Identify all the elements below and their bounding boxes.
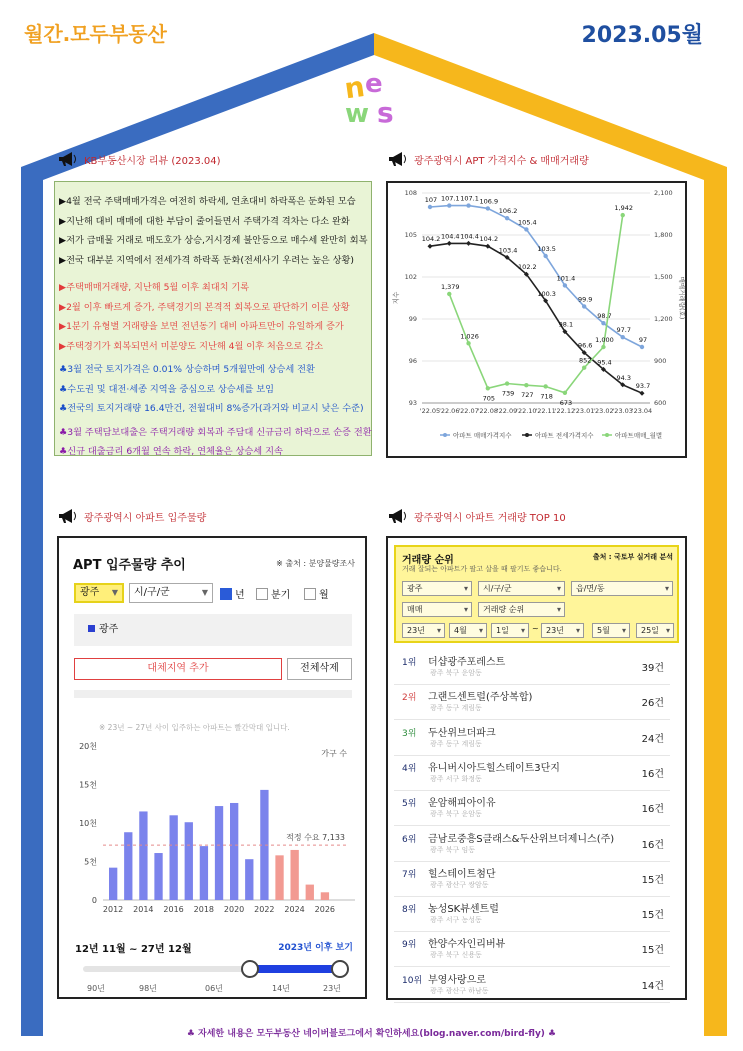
range-text: 12년 11월 ~ 27년 12월 — [75, 944, 192, 955]
region-select[interactable] — [74, 583, 124, 603]
legend-label: 아파트 전세가격지수 — [535, 431, 594, 440]
top10-row[interactable] — [394, 755, 670, 791]
trade-count: 15건 — [641, 910, 664, 922]
x-tick-label: 2026 — [314, 905, 336, 914]
y-tick-label: 93 — [408, 399, 417, 407]
legend-swatch — [88, 625, 95, 632]
x-tick-label: 2012 — [102, 905, 124, 914]
filter-sort[interactable]: 거래량 순위 ▾ — [478, 602, 565, 617]
date-range-separator: ~ — [532, 624, 539, 633]
date-start-month[interactable]: 4월 ▾ — [449, 623, 487, 638]
data-label: 104.4 — [460, 232, 479, 241]
complex-name: 한양수자인리버뷰 — [428, 939, 506, 951]
slider-label: 90년 — [87, 984, 105, 993]
review-line: ▶2월 이후 빠르게 증가, 주택경기의 본격적 회복으로 판단하기 이른 상황 — [59, 301, 350, 313]
date-start-year[interactable]: 23년 ▾ — [402, 623, 445, 638]
rank-label: 3위 — [402, 728, 417, 739]
y-tick-label: 10천 — [79, 819, 97, 828]
data-point — [505, 216, 509, 220]
data-label: 104.2 — [479, 235, 499, 244]
x-tick-label: '22.05 — [419, 407, 441, 415]
review-line: ♣수도권 및 대전·세종 지역을 중심으로 상승세를 보임 — [59, 383, 275, 395]
complex-name: 힐스테이트첨단 — [428, 868, 496, 880]
top10-source: 출처 : 국토부 실거래 분석 — [592, 553, 673, 561]
top10-row[interactable] — [394, 826, 670, 862]
checkbox-checked-icon — [220, 588, 232, 600]
slider-label: 14년 — [272, 984, 290, 993]
price-index-svg — [388, 183, 685, 456]
data-point — [563, 391, 567, 395]
data-point — [505, 381, 509, 385]
trade-count: 16건 — [641, 768, 664, 780]
period-year-label: 년 — [235, 590, 245, 601]
data-label: 101.4 — [556, 274, 576, 283]
x-tick-label: '23.01 — [573, 407, 595, 415]
top10-row[interactable] — [394, 967, 670, 1003]
date-start-day[interactable]: 1일 ▾ — [491, 623, 529, 638]
data-label: 1,942 — [614, 204, 634, 213]
complex-address: 광주 광산구 쌍암동 — [430, 880, 489, 889]
review-line: ♣3월 주택담보대출은 주택거래량 회복과 주담대 신규금리 하락으로 순증 전환 — [59, 426, 372, 438]
data-point — [428, 205, 432, 209]
data-label: 97 — [638, 336, 648, 344]
megaphone-icon — [388, 151, 408, 167]
date-end-month[interactable]: 5월 ▾ — [592, 623, 630, 638]
review-line: ▶4월 전국 주택매매가격은 여전히 하락세, 연초대비 하락폭은 둔화된 모습 — [59, 196, 356, 207]
y-tick-label: 5천 — [84, 857, 97, 867]
market-review-box — [54, 181, 372, 456]
svg-text:n: n — [342, 69, 367, 106]
filter-subregion[interactable]: 시/구/군 ▾ — [478, 581, 565, 596]
top10-panel — [386, 536, 687, 1000]
megaphone-icon — [58, 151, 78, 167]
complex-name: 두산위브더파크 — [428, 727, 496, 739]
range-slider-start-handle[interactable] — [241, 960, 259, 978]
bar — [215, 806, 223, 900]
bar — [154, 853, 162, 900]
rank-label: 1위 — [402, 658, 417, 668]
brand-title: 월간.모두부동산 — [24, 22, 167, 46]
slider-label: 23년 — [323, 984, 341, 993]
data-point — [543, 384, 547, 388]
svg-text:w: w — [345, 99, 370, 129]
x-tick-label: '22.10 — [516, 407, 537, 415]
y-tick-label: 108 — [404, 189, 417, 197]
slider-label: 06년 — [205, 984, 223, 993]
region-select-value: 광주 — [80, 587, 100, 598]
data-label: 727 — [521, 391, 534, 400]
complex-name: 그랜드센트럴(주상복합) — [428, 692, 533, 704]
region-legend-label: 광주 — [99, 624, 119, 635]
bar — [321, 892, 329, 900]
trade-count: 24건 — [641, 733, 664, 745]
legend-label: 아파트 매매가격지수 — [453, 431, 512, 440]
trade-count: 39건 — [641, 663, 664, 674]
data-label: 103.4 — [498, 246, 518, 255]
megaphone-icon — [388, 508, 408, 524]
data-label: 93.7 — [635, 382, 651, 391]
supply-note: ※ 23년 ~ 27년 사이 입주하는 아파트는 빨간막대 입니다. — [99, 723, 290, 732]
data-label: 96.6 — [577, 341, 593, 350]
data-label: 104.4 — [440, 232, 460, 241]
data-label: 106.2 — [498, 207, 518, 216]
x-tick-label: 2014 — [133, 905, 154, 914]
data-point — [486, 206, 490, 210]
bar — [275, 855, 283, 900]
data-point — [621, 213, 625, 217]
data-point — [466, 203, 470, 207]
divider — [74, 690, 352, 698]
data-point — [640, 391, 645, 396]
data-point — [601, 321, 605, 325]
data-point — [447, 203, 451, 207]
legend-marker — [605, 433, 609, 437]
y-tick-label: 0 — [91, 896, 97, 905]
svg-text:e: e — [365, 69, 383, 99]
section-title-text: 광주광역시 아파트 거래량 TOP 10 — [414, 512, 566, 524]
data-label: 718 — [540, 392, 553, 401]
range-slider-end-handle[interactable] — [331, 960, 349, 978]
top10-row[interactable] — [394, 790, 670, 826]
review-line: ♣전국의 토지거래량 16.4만건, 전월대비 8%증가(과거와 비교시 낮은 수준) — [59, 403, 364, 414]
data-point — [543, 254, 547, 258]
y-tick-label: 99 — [408, 315, 417, 323]
bar — [291, 850, 299, 900]
checkbox-empty-icon — [256, 588, 268, 600]
rank-label: 8위 — [402, 905, 417, 916]
data-label: 1,000 — [595, 336, 614, 344]
data-label: 97.7 — [616, 326, 631, 335]
top10-row[interactable] — [394, 720, 670, 756]
unit-label: 가구 수 — [321, 749, 347, 758]
data-label: 1,026 — [460, 332, 479, 341]
data-point — [640, 345, 644, 349]
top10-row[interactable] — [394, 649, 670, 685]
data-point — [466, 341, 470, 345]
trade-count: 15건 — [641, 945, 664, 957]
megaphone-icon — [58, 508, 78, 524]
chevron-down-icon: ▼ — [111, 588, 118, 597]
data-label: 107.1 — [440, 194, 460, 203]
top10-subtitle: 거래 잘되는 아파트가 팔고 살을 때 팔기도 좋습니다. — [402, 565, 562, 573]
complex-name: 금남로중흥S클래스&두산위브더제니스(주) — [428, 833, 615, 845]
after-2023-link[interactable]: 2023년 이후 보기 — [278, 943, 353, 953]
y2-tick-label: 900 — [654, 357, 667, 365]
complex-address: 광주 북구 운암동 — [430, 669, 482, 677]
rank-label: 2위 — [402, 693, 417, 704]
complex-address: 광주 북구 신용동 — [430, 951, 482, 960]
x-tick-label: 2022 — [254, 905, 275, 914]
period-year-checkbox[interactable] — [220, 586, 245, 601]
data-label: 103.5 — [537, 245, 556, 253]
data-label: 107.1 — [460, 194, 479, 203]
legend-marker — [443, 433, 447, 437]
y2-tick-label: 1,200 — [654, 315, 673, 323]
subregion-select[interactable] — [129, 583, 213, 603]
review-line: ▶주택매매거래량, 지난해 5월 이후 최대치 기록 — [59, 282, 250, 293]
data-label: 104.2 — [421, 235, 441, 244]
x-tick-label: 2020 — [223, 905, 245, 914]
supply-panel — [57, 536, 367, 999]
bar — [185, 822, 193, 900]
x-tick-label: '22.11 — [535, 407, 556, 415]
filter-trade-type[interactable]: 매매 ▾ — [402, 602, 472, 617]
y2-tick-label: 2,100 — [654, 189, 673, 197]
section-title-review — [58, 151, 221, 167]
threshold-label: 적정 수요 7,133 — [286, 833, 345, 843]
y-tick-label: 15천 — [79, 780, 97, 790]
region-legend-box — [74, 614, 352, 646]
y-tick-label: 20천 — [79, 742, 97, 751]
complex-address: 광주 서구 화정동 — [430, 774, 482, 783]
complex-address: 광주 동구 계림동 — [430, 704, 482, 713]
trade-count: 16건 — [641, 804, 664, 816]
rank-label: 5위 — [402, 799, 417, 810]
complex-name: 더샵광주포레스트 — [428, 657, 506, 668]
legend-marker — [525, 433, 529, 437]
bar — [230, 803, 238, 900]
complex-name: 농성SK뷰센트럴 — [428, 904, 499, 916]
rank-label: 9위 — [402, 940, 417, 951]
trade-count: 26건 — [641, 698, 664, 710]
x-tick-label: '22.08 — [477, 407, 499, 415]
bar — [124, 832, 132, 900]
data-label: 98.1 — [558, 320, 574, 329]
review-line: ▶전국 대부분 지역에서 전세가격 하락폭 둔화(전세사기 우려는 높은 상황) — [59, 254, 354, 266]
y2-tick-label: 600 — [654, 399, 667, 407]
x-tick-label: '22.06 — [439, 407, 460, 415]
complex-address: 광주 광산구 하남동 — [430, 986, 489, 995]
data-point — [447, 241, 452, 246]
checkbox-empty-icon — [304, 588, 316, 600]
y2-axis-label: 매매거래량(호) — [678, 276, 686, 320]
top10-row[interactable] — [394, 896, 670, 932]
range-slider-fill — [251, 965, 341, 973]
period-quarter-checkbox[interactable] — [256, 586, 290, 601]
data-point — [486, 386, 490, 390]
y2-tick-label: 1,800 — [654, 231, 673, 239]
y2-tick-label: 1,500 — [654, 273, 673, 281]
filter-dong[interactable]: 읍/면/동 ▾ — [571, 581, 673, 596]
rank-label: 4위 — [402, 763, 417, 774]
complex-name: 운암해피아이유 — [428, 798, 496, 810]
bar — [170, 815, 178, 900]
date-end-day[interactable]: 25일 ▾ — [636, 623, 674, 638]
data-label: 739 — [501, 389, 515, 398]
data-label: 107 — [424, 196, 438, 204]
bar — [245, 859, 253, 900]
data-point — [582, 304, 586, 308]
period-quarter-label: 분기 — [271, 590, 291, 601]
data-label: 673 — [559, 398, 573, 407]
x-tick-label: 2018 — [193, 905, 215, 914]
review-line: ♣3월 전국 토지가격은 0.01% 상승하며 5개월만에 상승세 전환 — [59, 364, 315, 375]
x-tick-label: 2016 — [163, 905, 184, 914]
chevron-down-icon: ▼ — [201, 588, 208, 597]
supply-source: ※ 출처 : 분양물량조사 — [276, 559, 355, 568]
date-end-year[interactable]: 23년 ▾ — [541, 623, 584, 638]
price-index-chart — [386, 181, 687, 458]
period-month-checkbox[interactable] — [304, 586, 329, 601]
trade-count: 15건 — [641, 874, 664, 886]
data-label: 95.4 — [597, 358, 612, 367]
data-point — [428, 244, 433, 249]
review-line: ♣신규 대출금리 6개월 연속 하락, 연체율은 상승세 지속 — [59, 446, 283, 457]
x-tick-label: '23.04 — [631, 407, 653, 415]
data-label: 106.9 — [479, 197, 499, 206]
data-label: 105.4 — [518, 218, 537, 227]
complex-address: 광주 북구 임동 — [430, 845, 476, 854]
supply-title: APT 입주물량 추이 — [73, 558, 186, 573]
svg-text:s: s — [377, 96, 394, 129]
data-point — [524, 383, 528, 387]
period-month-label: 월 — [319, 590, 329, 601]
complex-name: 유니버시아드힐스테이트3단지 — [428, 762, 560, 774]
trade-count: 16건 — [641, 839, 664, 851]
complex-address: 광주 북구 운암동 — [430, 810, 482, 819]
data-label: 102.2 — [518, 263, 537, 272]
top10-filter-box — [394, 545, 679, 643]
x-tick-label: '22.07 — [458, 407, 479, 415]
section-title-supply — [58, 508, 206, 524]
y-tick-label: 102 — [404, 273, 417, 281]
bar — [139, 811, 147, 900]
add-region-button[interactable]: 대체지역 추가 — [74, 658, 282, 680]
data-label: 1,379 — [440, 282, 460, 291]
y-tick-label: 105 — [404, 231, 417, 239]
news-logo — [342, 69, 403, 129]
x-tick-label: '22.09 — [496, 407, 518, 415]
data-label: 852 — [578, 356, 592, 365]
data-label: 705 — [482, 394, 496, 403]
complex-address: 광주 동구 계림동 — [430, 739, 482, 748]
review-line: ▶주택경기가 회복되면서 미분양도 지난해 4월 이후 처음으로 감소 — [59, 340, 324, 352]
footer-note: ♣ 자세한 내용은 모두부동산 네이버블로그에서 확인하세요(blog.naver.com/bird-fly) ♣ — [186, 1029, 557, 1039]
bar — [306, 885, 314, 900]
data-label: 99.9 — [577, 295, 593, 304]
top10-row[interactable] — [394, 861, 670, 897]
bar — [109, 868, 117, 900]
subregion-select-value: 시/구/군 — [134, 587, 170, 598]
section-title-price-index — [388, 151, 589, 167]
section-title-text: 광주광역시 APT 가격지수 & 매매거래량 — [414, 155, 589, 167]
data-point — [447, 292, 451, 296]
top10-row[interactable] — [394, 684, 670, 720]
section-title-text: KB부동산시장 리뷰 (2023.04) — [84, 155, 221, 167]
trade-count: 14건 — [641, 980, 664, 992]
complex-name: 부영사랑으로 — [428, 974, 486, 986]
data-label: 94.3 — [616, 373, 631, 382]
supply-bar-svg — [59, 734, 365, 924]
rank-label: 7위 — [402, 869, 417, 880]
rank-label: 6위 — [402, 834, 417, 845]
data-point — [621, 335, 625, 339]
bar — [200, 846, 208, 900]
delete-all-button[interactable]: 전체삭제 — [287, 658, 352, 680]
data-label: 98.7 — [597, 312, 612, 321]
data-point — [466, 241, 471, 246]
review-line: ▶지난해 대비 매매에 대한 부담이 줄어들면서 주택가격 격차는 다소 완화 — [59, 215, 350, 227]
filter-region[interactable]: 광주 ▾ — [402, 581, 472, 596]
rank-label: 10위 — [402, 975, 423, 986]
data-label: 100.3 — [537, 289, 556, 298]
x-tick-label: 2024 — [284, 905, 305, 914]
review-line: ▶저가 급매물 거래로 매도호가 상승,거시경제 불안등으로 매수세 완만히 회복 — [59, 235, 368, 246]
slider-label: 98년 — [139, 984, 157, 993]
x-tick-label: '23.02 — [593, 407, 614, 415]
review-line: ▶1분기 유형별 거래량을 보면 전년동기 대비 아파트만이 유일하게 증가 — [59, 321, 344, 332]
data-point — [601, 345, 605, 349]
y-tick-label: 96 — [408, 357, 417, 365]
section-title-top10 — [388, 508, 566, 524]
y-axis-label: 지수 — [392, 291, 400, 305]
data-point — [524, 227, 528, 231]
x-tick-label: '23.03 — [612, 407, 633, 415]
data-point — [582, 366, 586, 370]
section-title-text: 광주광역시 아파트 입주물량 — [84, 512, 207, 524]
data-point — [563, 283, 567, 287]
x-tick-label: '22.12 — [554, 407, 576, 415]
complex-address: 광주 서구 농성동 — [430, 916, 482, 925]
top10-title: 거래량 순위 — [402, 555, 454, 566]
issue-date: 2023.05월 — [581, 23, 703, 48]
legend-label: 아파트매매_월별 — [615, 431, 663, 440]
top10-row[interactable] — [394, 931, 670, 967]
